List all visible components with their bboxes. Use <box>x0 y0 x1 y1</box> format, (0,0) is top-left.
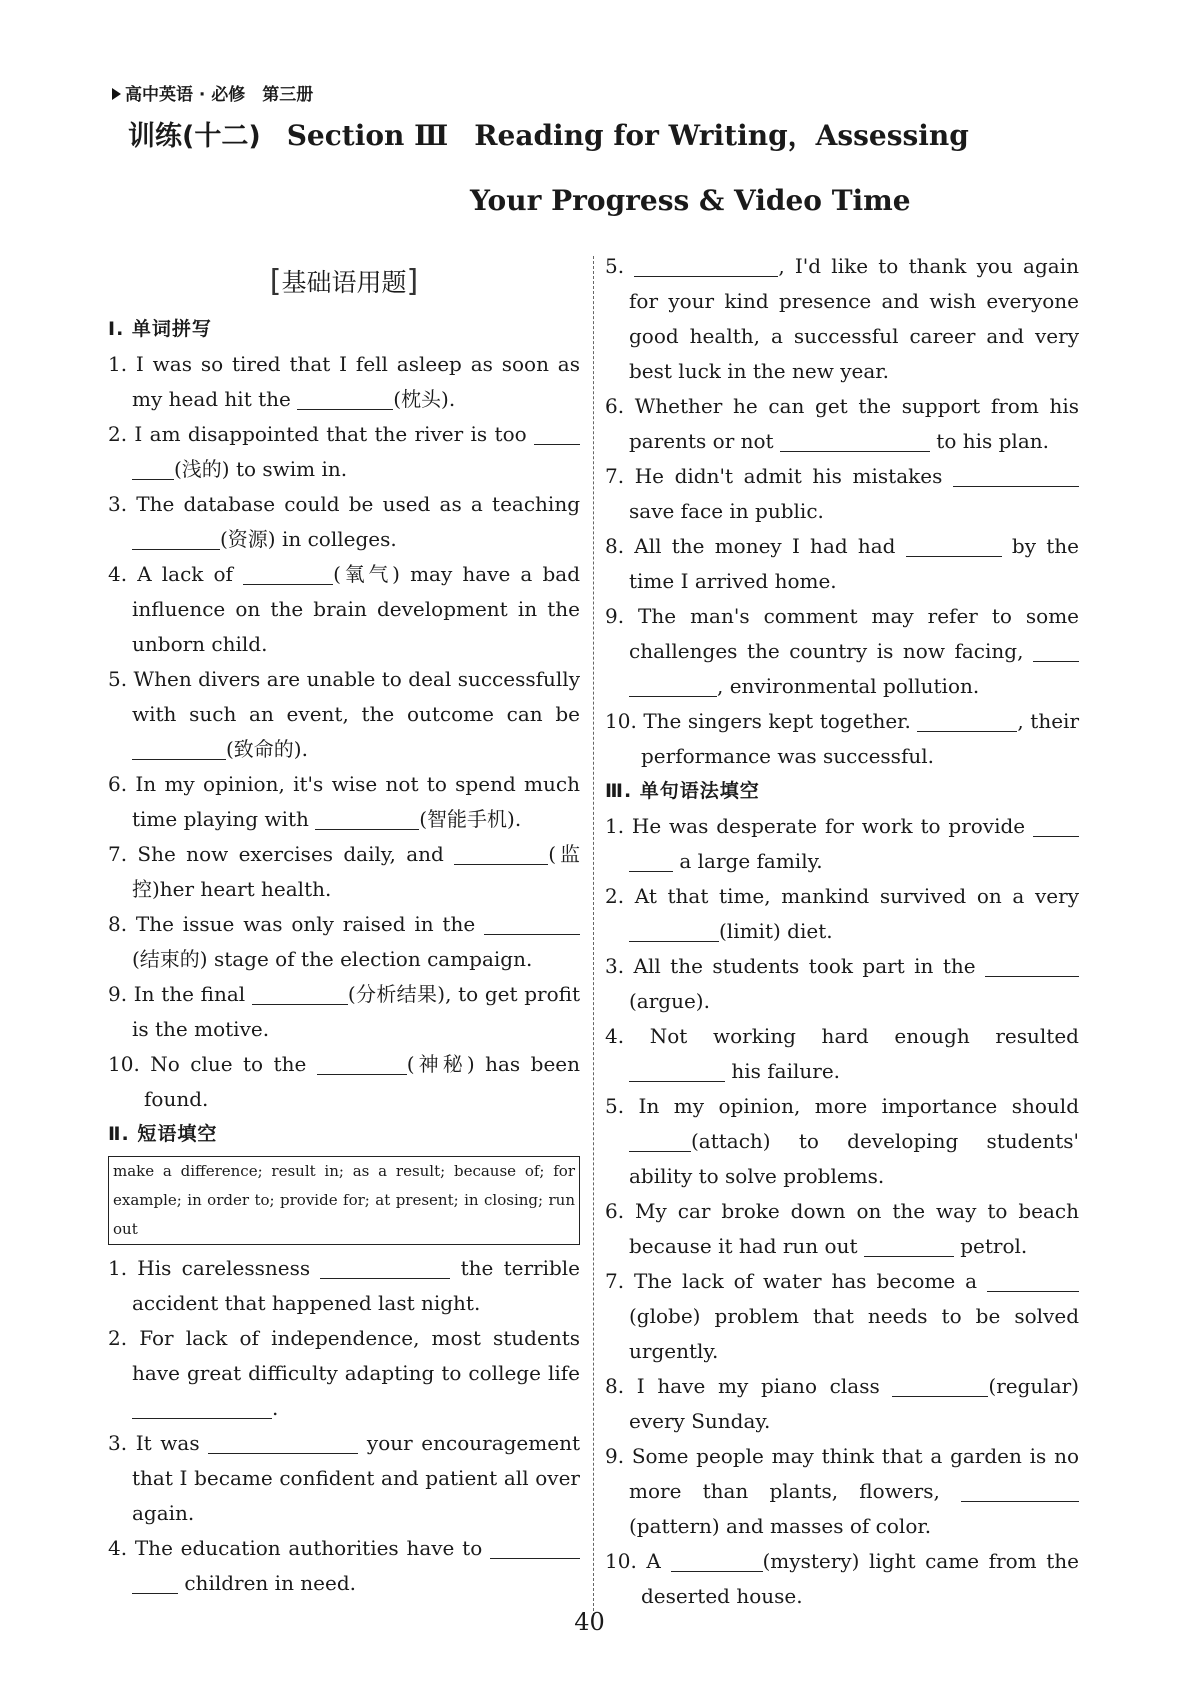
answer-blank[interactable] <box>132 1571 178 1594</box>
list-item <box>108 907 580 977</box>
list-item <box>108 417 580 487</box>
bracket-open-icon: [ <box>269 264 282 299</box>
list-item <box>108 1321 580 1426</box>
item-text: 9. The man's comment may refer to some challenges the country is now facing, <box>605 604 1079 663</box>
answer-blank[interactable] <box>906 534 1002 557</box>
item-text: children in need. <box>178 1571 357 1595</box>
item-text: 1. I was so tired that I fell asleep as soon as my head hit the <box>108 352 580 411</box>
answer-blank[interactable] <box>629 1129 691 1152</box>
list-item <box>605 1194 1079 1264</box>
list-item <box>605 1544 1079 1614</box>
bracket-close-icon: ] <box>406 264 419 299</box>
answer-blank[interactable] <box>961 1479 1079 1502</box>
answer-blank[interactable] <box>1033 639 1079 662</box>
answer-blank[interactable] <box>985 954 1079 977</box>
column-divider <box>593 256 594 1616</box>
item-text: 6. Whether he can get the support from his parents or not <box>605 394 1079 453</box>
list-item <box>605 1439 1079 1544</box>
answer-blank[interactable] <box>534 422 580 445</box>
item-text: (致命的). <box>226 737 308 761</box>
item-text: 10. A <box>605 1549 671 1573</box>
item-text: 10. The singers kept together. <box>605 709 918 733</box>
part1-heading: Ⅰ. 单词拼写 <box>108 318 212 340</box>
item-text: (氧气) may have a bad influence on the brain development in the unborn child. <box>132 562 580 656</box>
list-item <box>605 1019 1079 1089</box>
item-text: petrol. <box>953 1234 1028 1258</box>
item-text: (结束的) stage of the election campaign. <box>132 947 533 971</box>
answer-blank[interactable] <box>315 807 419 830</box>
answer-blank[interactable] <box>629 919 719 942</box>
part2-heading: Ⅱ. 短语填空 <box>108 1123 218 1145</box>
item-text: 5. <box>605 254 635 278</box>
answer-blank[interactable] <box>953 464 1079 487</box>
item-text: (智能手机). <box>419 807 522 831</box>
answer-blank[interactable] <box>490 1536 580 1559</box>
answer-blank[interactable] <box>132 1396 272 1419</box>
item-text: (枕头). <box>393 387 456 411</box>
item-text: your encouragement that I became confident and patient all over again. <box>132 1431 580 1525</box>
list-item <box>108 767 580 837</box>
list-item <box>605 529 1079 599</box>
list-item <box>605 704 1079 774</box>
breadcrumb <box>112 80 313 105</box>
item-text: 1. His carelessness <box>108 1256 321 1280</box>
item-text: save face in public. <box>629 499 824 523</box>
list-item <box>108 837 580 907</box>
item-text: 8. The issue was only raised in the <box>108 912 484 936</box>
item-text: 2. At that time, mankind survived on a very <box>605 884 1079 908</box>
item-text: 6. In my opinion, it's wise not to spend much time playing with <box>108 772 580 831</box>
answer-blank[interactable] <box>132 737 226 760</box>
item-text: (浅的) to swim in. <box>174 457 348 481</box>
list-item <box>605 1369 1079 1439</box>
list-item <box>605 459 1079 529</box>
answer-blank[interactable] <box>252 982 348 1005</box>
answer-blank[interactable] <box>243 562 333 585</box>
item-text: a large family. <box>673 849 823 873</box>
item-text: 9. Some people may think that a garden is no more than plants, flowers, <box>605 1444 1079 1503</box>
item-text: 7. She now exercises daily, and <box>108 842 455 866</box>
item-text: (监控)her heart health. <box>132 842 580 901</box>
answer-blank[interactable] <box>317 1052 407 1075</box>
answer-blank[interactable] <box>484 912 580 935</box>
list-item <box>605 1264 1079 1369</box>
right-column <box>605 249 1079 1614</box>
item-text: 6. My car broke down on the way to beach because it had run out <box>605 1199 1079 1258</box>
title-line1: Reading for Writing，Assessing <box>474 119 969 152</box>
item-text: , their performance was successful. <box>641 709 1080 768</box>
item-text: 3. All the students took part in the <box>605 954 985 978</box>
item-text: (attach) to developing students' ability to solve problems. <box>629 1129 1079 1188</box>
phrase-bank: make a difference; result in; as a result; because of; for example; in order to; provide for; at present; in closing; run out <box>108 1156 580 1245</box>
list-item <box>605 809 1079 879</box>
answer-blank[interactable] <box>864 1234 954 1257</box>
item-text: (limit) diet. <box>719 919 833 943</box>
item-text: 8. I have my piano class <box>605 1374 893 1398</box>
list-item <box>108 1251 580 1321</box>
item-text: 2. I am disappointed that the river is too <box>108 422 534 446</box>
answer-blank[interactable] <box>917 709 1017 732</box>
item-text: 4. Not working hard enough resulted <box>605 1024 1079 1048</box>
item-text: (神秘) has been found. <box>144 1052 580 1111</box>
triangle-icon <box>112 88 121 100</box>
list-item <box>108 1426 580 1531</box>
section-title <box>108 262 580 302</box>
answer-blank[interactable] <box>987 1269 1079 1292</box>
section-title-text: 基础语用题 <box>281 268 407 297</box>
item-text: 7. The lack of water has become a <box>605 1269 987 1293</box>
answer-blank[interactable] <box>320 1256 450 1279</box>
answer-blank[interactable] <box>297 387 393 410</box>
item-text: 3. The database could be used as a teaching <box>108 492 580 516</box>
list-item <box>605 249 1079 389</box>
item-text: 2. For lack of independence, most students have great difficulty adapting to college life <box>108 1326 580 1385</box>
list-item <box>108 557 580 662</box>
answer-blank[interactable] <box>780 429 930 452</box>
item-text: 3. It was <box>108 1431 209 1455</box>
item-text: to his plan. <box>929 429 1049 453</box>
answer-blank[interactable] <box>1033 814 1079 837</box>
list-item <box>605 1089 1079 1194</box>
title-section: Section Ⅲ <box>286 119 449 152</box>
list-item <box>605 389 1079 459</box>
list-item <box>108 487 580 557</box>
list-item <box>108 977 580 1047</box>
answer-blank[interactable] <box>629 849 673 872</box>
item-text: 9. In the final <box>108 982 252 1006</box>
item-text: (mystery) light came from the deserted house. <box>641 1549 1079 1608</box>
item-text: 8. All the money I had had <box>605 534 906 558</box>
item-text: (argue). <box>629 989 710 1013</box>
answer-blank[interactable] <box>132 527 220 550</box>
answer-blank[interactable] <box>892 1374 988 1397</box>
item-text: (regular) every Sunday. <box>629 1374 1079 1433</box>
item-text: the terrible accident that happened last night. <box>132 1256 580 1315</box>
item-text: 4. The education authorities have to <box>108 1536 490 1560</box>
answer-blank[interactable] <box>208 1431 358 1454</box>
item-text: 4. A lack of <box>108 562 244 586</box>
list-item <box>605 949 1079 1019</box>
item-text: 5. When divers are unable to deal successfully with such an event, the outcome can be <box>108 667 580 726</box>
list-item <box>108 347 580 417</box>
title-line2: Your Progress & Video Time <box>470 184 911 217</box>
item-text: (globe) problem that needs to be solved urgently. <box>629 1304 1079 1363</box>
item-text: 10. No clue to the <box>108 1052 317 1076</box>
answer-blank[interactable] <box>629 674 717 697</box>
item-text: (分析结果), to get profit is the motive. <box>132 982 580 1041</box>
item-text: 7. He didn't admit his mistakes <box>605 464 953 488</box>
left-column <box>108 256 580 1601</box>
item-text: (pattern) and masses of color. <box>629 1514 932 1538</box>
item-text: his failure. <box>725 1059 841 1083</box>
list-item <box>605 879 1079 949</box>
list-item <box>108 1047 580 1117</box>
answer-blank[interactable] <box>671 1549 763 1572</box>
answer-blank[interactable] <box>454 842 548 865</box>
item-text: by the time I arrived home. <box>629 534 1079 593</box>
page-number: 40 <box>574 1608 605 1636</box>
item-text: 1. He was desperate for work to provide <box>605 814 1033 838</box>
item-text: 5. In my opinion, more importance should <box>605 1094 1079 1118</box>
item-text: (资源) in colleges. <box>220 527 397 551</box>
item-text: , I'd like to thank you again for your kind presence and wish everyone good health, a successful career and very best luck in the new year. <box>629 254 1079 383</box>
item-text: . <box>272 1396 279 1420</box>
title-chinese: 训练(十二) <box>128 121 261 152</box>
list-item <box>108 1531 580 1601</box>
page-title <box>128 114 969 154</box>
answer-blank[interactable] <box>634 254 778 277</box>
item-text: , environmental pollution. <box>717 674 980 698</box>
part3-heading: Ⅲ. 单句语法填空 <box>605 780 760 802</box>
answer-blank[interactable] <box>629 1059 725 1082</box>
breadcrumb-text: 高中英语 · 必修 第三册 <box>125 85 314 105</box>
answer-blank[interactable] <box>132 457 174 480</box>
list-item <box>108 662 580 767</box>
list-item <box>605 599 1079 704</box>
